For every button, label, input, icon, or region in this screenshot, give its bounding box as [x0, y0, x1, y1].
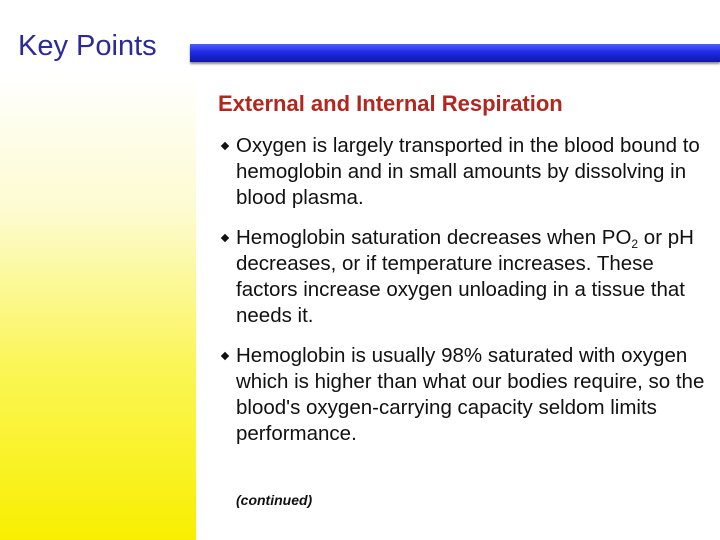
bullet-item-1 [218, 133, 708, 211]
bullet-text-part: Hemoglobin saturation decreases when PO [236, 226, 632, 249]
diamond-bullet-icon [221, 234, 229, 242]
slide-title: External and Internal Respiration [218, 91, 563, 116]
continued-label: (continued) [236, 492, 313, 508]
diamond-bullet-icon [221, 352, 229, 360]
bullet-text: Hemoglobin is usually 98% saturated with oxygen which is higher than what our bodies require, so the blood's oxygen-carrying capacity seldom limits performance. [236, 344, 705, 445]
subscript-text: 2 [631, 237, 639, 251]
bullet-row [218, 225, 708, 329]
bullet-item-3 [218, 343, 708, 447]
bullet-row [218, 133, 708, 211]
bullet-text [236, 225, 708, 329]
header-title: Key Points [18, 30, 157, 62]
bullet-row [218, 343, 708, 447]
bullet-text-part: or pH decreases, or if temperature increases. These factors increase oxygen unloading in a tissue that needs it. [236, 226, 694, 327]
diamond-bullet-icon [221, 142, 229, 150]
bullet-item-2 [218, 225, 708, 329]
bullet-text: Oxygen is largely transported in the blood bound to hemoglobin and in small amounts by dissolving in blood plasma. [236, 134, 700, 209]
